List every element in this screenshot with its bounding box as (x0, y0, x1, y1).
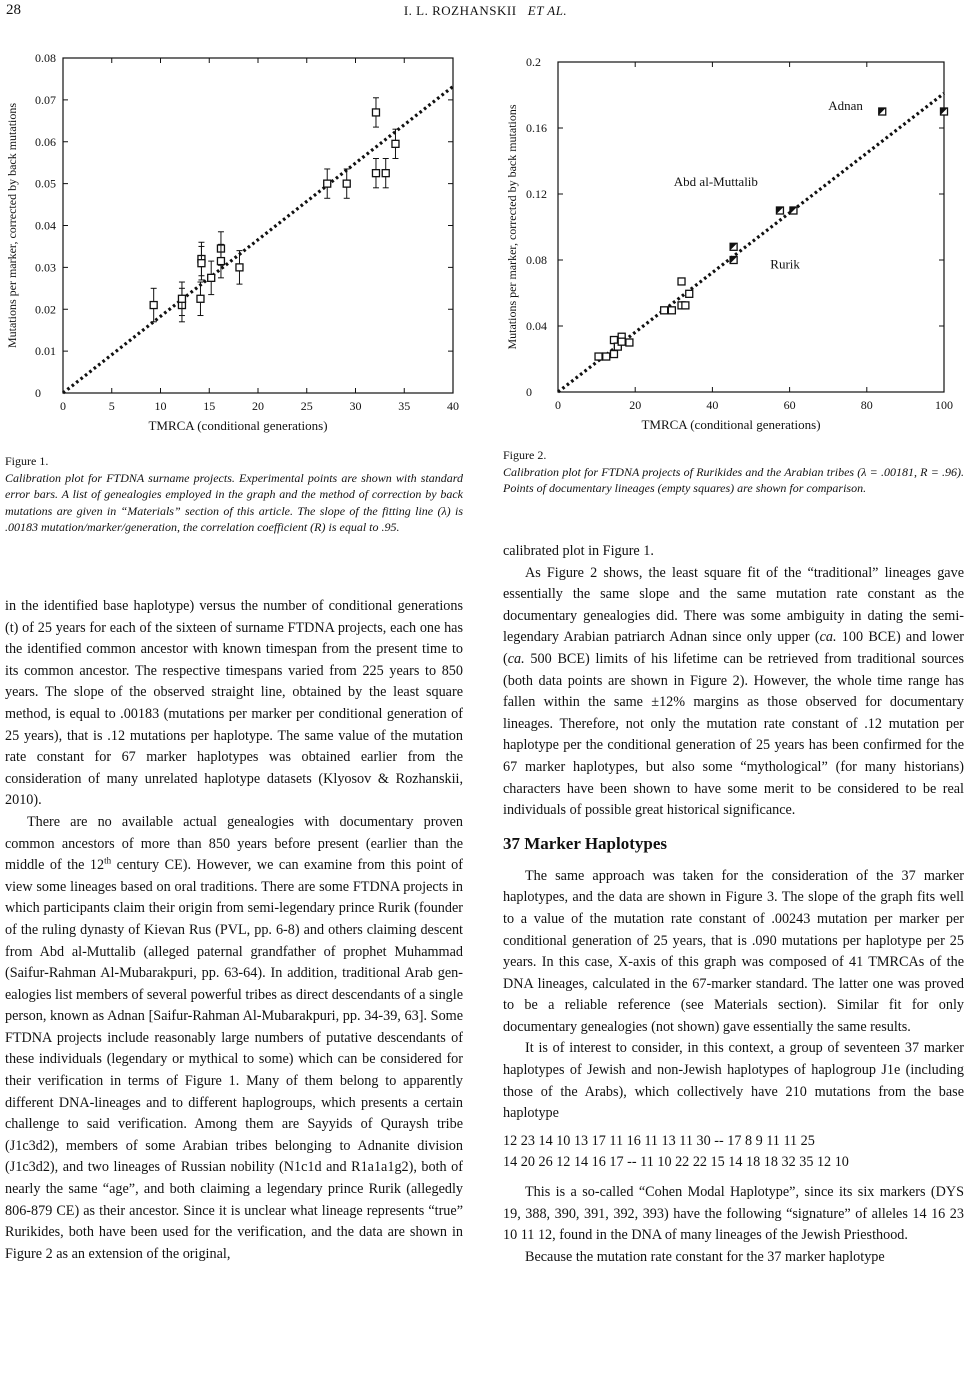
data-point (382, 170, 389, 177)
x-tick-label: 30 (349, 399, 362, 413)
x-tick-label: 35 (398, 399, 411, 413)
y-tick-label: 0.05 (35, 176, 56, 191)
x-tick-label: 10 (154, 399, 167, 413)
documentary-point (618, 338, 625, 345)
page-number: 28 (6, 2, 21, 18)
data-point (236, 264, 243, 271)
et-al: ET AL. (527, 3, 568, 18)
figure-2-caption (503, 447, 964, 497)
plot-frame (63, 58, 453, 393)
figure-1-chart (0, 40, 480, 450)
figure-2-caption-text: Calibration plot for FTDNA projects of Rurikides and the Arabian tribes (λ = .00181, R = .96). Points of documentary lineages (empty squares) are shown for comparison. (503, 464, 964, 495)
documentary-point (626, 339, 633, 346)
right-paragraph-2: As Figure 2 shows, the least square fit of the “traditional” lineages gave essentially the same slope and the same mutation rate constant as the documentary genealogies did. There was some ambiguity in dating the semi-legendary Arabian patriarch Adnan since only upper (ca. 100 BCE) and lower (ca. 500 BCE) limits of his lifetime can be retrieved from traditional sources (both data points are shown in Figure 2). However, the whole time range has fallen within the same ±12% margins as those observed for documentary lineages. Therefore, not only the mutation rate constant of .12 mutation per haplotype per the conditional generation of 25 years has been confirmed for the 67 marker haplotypes, but also some “mythological” (for many historians) characters have been shown to have some merit to be considered to be real individuals of possible great historical significance. (503, 564, 964, 819)
y-tick-label: 0.04 (35, 218, 56, 233)
figure-1-label: Figure 1. (5, 454, 49, 468)
authors: I. L. ROZHANSKII (403, 3, 517, 18)
x-tick-label: 100 (935, 398, 953, 412)
left-column (5, 596, 463, 1265)
data-point (343, 180, 350, 187)
x-tick-label: 20 (629, 398, 642, 412)
data-point (178, 295, 185, 302)
documentary-point (661, 307, 668, 314)
y-tick-label: 0.01 (35, 344, 56, 359)
y-tick-label: 0.03 (35, 260, 56, 275)
right-paragraph-5: This is a so-called “Cohen Modal Haplotype”, since its six markers (DYS 19, 388, 390, 391, 392, 393) have the following “signature” of alleles 14 16 23 10 11 12, found in the DNA of many lineages of the Jewish Priesthood. (503, 1184, 964, 1244)
annotation-label: Rurik (770, 256, 800, 272)
y-tick-label: 0.06 (35, 134, 56, 149)
x-tick-label: 25 (300, 399, 313, 413)
data-point (372, 109, 379, 116)
running-header (0, 0, 971, 22)
x-axis-label: TMRCA (conditional generations) (148, 418, 328, 433)
y-tick-label: 0.12 (526, 187, 547, 201)
x-tick-label: 0 (555, 398, 561, 412)
documentary-point (595, 353, 602, 360)
y-tick-label: 0.02 (35, 302, 56, 317)
data-point (197, 295, 204, 302)
documentary-point (603, 353, 610, 360)
annotation-label: Abd al-Muttalib (673, 173, 758, 189)
y-tick-label: 0 (526, 385, 532, 399)
x-tick-label: 15 (203, 399, 216, 413)
y-axis-label: Mutations per marker, corrected by back mutations (5, 102, 19, 349)
documentary-point (682, 302, 689, 309)
section-heading: 37 Marker Haplotypes (503, 833, 668, 853)
data-point (150, 302, 157, 309)
data-point (324, 180, 331, 187)
documentary-point (686, 290, 693, 297)
x-tick-label: 80 (860, 398, 873, 412)
figure-2-label: Figure 2. (503, 448, 547, 462)
y-tick-label: 0.04 (526, 319, 547, 333)
figure-1 (0, 40, 480, 450)
data-point (372, 170, 379, 177)
y-tick-label: 0.16 (526, 121, 547, 135)
documentary-point (678, 278, 685, 285)
haplotype-line-2: 14 20 26 12 14 16 17 -- 11 10 22 22 15 14 18 18 32 35 12 10 (503, 1154, 849, 1171)
right-paragraph-4: It is of interest to consider, in this context, a group of seventeen 37 marker haplotypes of Jewish and non-Jewish haplotypes of haplogroup J1e (including those of the Arabs), which collectively have 210 mutations from the base haplotype (503, 1040, 964, 1122)
right-paragraph-6: Because the mutation rate constant for the 37 marker haplotype (525, 1248, 885, 1265)
data-point (217, 258, 224, 265)
right-paragraph-3: The same approach was taken for the consideration of the 37 marker haplotypes, and the data are shown in Figure 3. The slope of the graph fits well to a value of the mutation rate constant of .00243 mutation per marker per conditional generation of 25 years, that is .090 mutations per haplotype per 25 years. In this case, X-axis of this graph was composed of 41 TMRCAs of the DNA lineages, calculated in the 67-marker standard. The latter one was proved to be a reliable reference (see Materials section). Similar fit for only documentary genealogies (not shown) gave essentially the same results. (503, 867, 964, 1035)
x-axis-label: TMRCA (conditional generations) (641, 417, 821, 432)
haplotype-block (503, 1131, 964, 1174)
y-tick-label: 0 (35, 386, 41, 400)
left-paragraph-2: There are no available actual genealogies with documentary proven common ancestors of more than 850 years before present (earlier than the middle of the 12th century CE). However, we can examine from this point of view some lineages based on oral traditions. There are some FTDNA projects in which participants claim their origin from semi-legendary prince Rurik (founder of the ruling dynasty of Kievan Rus (PVL, pp. 6-8) and others claiming descent from Abd al-Muttalib (alleged paternal grandfather of prophet Muhammad (Saifur-Rahman Al-Mubarakpuri, pp. 63-64). In addition, traditional Arab genealogies list members of several powerful tribes as direct descendants of a single person, known as Adnan [Saifur-Rahman Al-Mubarakpuri, pp. 34-39, 63]. Some FTDNA projects include reasonably large numbers of putative descendants of these individuals (legendary or mythical to some) which can be considered for their verification in terms of Figure 1. Many of them belong to apparently different DNA-lineages and to different haplogroups, which presents a certain challenge to said verification. Among them are Sayyids of Quraysh tribe (J1c3d2), members of some Arabian tribes belonging to Adnanite division (J1c3d2), and two lineages of Russian nobility (N1c1d and R1a1a1g2), both of nearly the same “age”, and both claiming a legendary prince Rurik (allegedly 806-879 CE) as their ancestor. Since it is unclear what lineage represents “true” Rurikides, both have been used for the verification, and the data are shown in Figure 2 as an extension of the original, (5, 813, 463, 1262)
x-tick-label: 40 (706, 398, 719, 412)
documentary-point (668, 307, 675, 314)
y-tick-label: 0.07 (35, 92, 56, 107)
y-tick-label: 0.08 (526, 253, 547, 267)
x-tick-label: 5 (108, 399, 115, 413)
x-tick-label: 40 (447, 399, 459, 413)
annotation-label: Adnan (828, 97, 863, 113)
figure-1-caption (5, 453, 463, 536)
x-tick-label: 20 (252, 399, 264, 413)
data-point (392, 140, 399, 147)
x-tick-label: 60 (783, 398, 796, 412)
y-tick-label: 0.2 (526, 55, 541, 69)
documentary-point (610, 351, 617, 358)
x-tick-label: 0 (60, 399, 66, 413)
data-point (208, 274, 215, 281)
figure-1-caption-text: Calibration plot for FTDNA surname projects. Experimental points are shown with standard error bars. A list of genealogies employed in the graph and the method of correction by back mutations are given in “Materials” section of this article. The slope of the fitting line (λ) is .00183 mutation/marker/generation, the correlation coefficient (R) is equal to .95. (5, 470, 463, 534)
figure-2 (500, 45, 971, 440)
right-column (503, 541, 964, 1268)
figure-2-chart (500, 45, 971, 440)
right-paragraph-1: calibrated plot in Figure 1. (503, 543, 654, 559)
left-paragraph-1: in the identified base haplotype) versus the number of conditional generations (t) of 25 years for each of the sixteen of surname FTDNA projects, each one has the identified common ancestor with known timespan from the present time to its common ancestor. The respective timespans varied from 225 years to 850 years. The slope of the observed straight line, obtained by the least square method, is equal to .00183 (mutations per marker per conditional generation of 25 years), that is .12 mutations per haplotype. The same value of the mutation rate constant for 67 marker haplotypes was obtained earlier from the consideration of many unrelated haplotype datasets (Klyosov & Rozhanskii, 2010). (5, 598, 463, 809)
running-title (0, 3, 971, 19)
haplotype-line-1: 12 23 14 10 13 17 11 16 11 13 11 30 -- 17 8 9 11 11 25 (503, 1132, 815, 1149)
fit-line (63, 86, 453, 393)
y-tick-label: 0.08 (35, 51, 56, 65)
data-point (198, 260, 205, 267)
y-axis-label: Mutations per marker, corrected by back mutations (505, 104, 519, 350)
